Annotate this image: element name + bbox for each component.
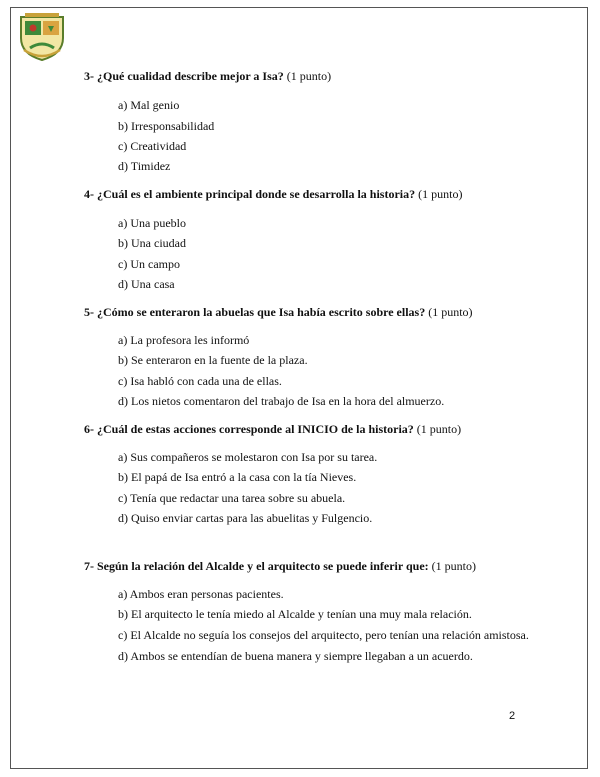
question-3-text: ¿Qué cualidad describe mejor a Isa? bbox=[97, 69, 284, 83]
question-7 bbox=[84, 559, 476, 573]
question-3-option-c: c) Creatividad bbox=[118, 139, 187, 153]
question-6-option-b: b) El papá de Isa entró a la casa con la tía Nieves. bbox=[118, 470, 357, 484]
question-4-option-d: d) Una casa bbox=[118, 277, 175, 291]
question-5-number: 5- bbox=[84, 305, 94, 319]
question-5-option-a: a) La profesora les informó bbox=[118, 333, 250, 347]
question-4-option-c: c) Un campo bbox=[118, 257, 180, 271]
page-number: 2 bbox=[509, 710, 516, 722]
question-4-option-b: b) Una ciudad bbox=[118, 236, 186, 250]
question-4-points: (1 punto) bbox=[418, 187, 463, 201]
question-7-option-c: c) El Alcalde no seguía los consejos del arquitecto, pero tenían una relación amistosa. bbox=[118, 628, 529, 642]
question-6-option-c: c) Tenía que redactar una tarea sobre su abuela. bbox=[118, 491, 346, 505]
question-7-option-b: b) El arquitecto le tenía miedo al Alcalde y tenían una muy mala relación. bbox=[118, 607, 472, 621]
question-6 bbox=[84, 422, 461, 436]
question-4-option-a: a) Una pueblo bbox=[118, 216, 186, 230]
question-5 bbox=[84, 305, 473, 319]
question-6-text: ¿Cuál de estas acciones corresponde al INICIO de la historia? bbox=[97, 422, 414, 436]
question-4-number: 4- bbox=[84, 187, 94, 201]
question-5-option-c: c) Isa habló con cada una de ellas. bbox=[118, 374, 282, 388]
question-5-text: ¿Cómo se enteraron la abuelas que Isa había escrito sobre ellas? bbox=[97, 305, 426, 319]
question-3-option-a: a) Mal genio bbox=[118, 98, 180, 112]
question-3-option-b: b) Irresponsabilidad bbox=[118, 119, 215, 133]
school-crest-logo bbox=[18, 10, 66, 62]
question-7-text: Según la relación del Alcalde y el arquitecto se puede inferir que: bbox=[97, 559, 429, 573]
question-5-option-d: d) Los nietos comentaron del trabajo de Isa en la hora del almuerzo. bbox=[118, 394, 445, 408]
question-6-option-a: a) Sus compañeros se molestaron con Isa por su tarea. bbox=[118, 450, 378, 464]
question-7-points: (1 punto) bbox=[431, 559, 476, 573]
question-6-option-d: d) Quiso enviar cartas para las abuelitas y Fulgencio. bbox=[118, 511, 373, 525]
question-4-text: ¿Cuál es el ambiente principal donde se desarrolla la historia? bbox=[97, 187, 416, 201]
question-5-option-b: b) Se enteraron en la fuente de la plaza. bbox=[118, 353, 308, 367]
question-3-points: (1 punto) bbox=[286, 69, 332, 83]
question-3-option-d: d) Timidez bbox=[118, 159, 171, 173]
question-3 bbox=[84, 69, 331, 83]
question-7-number: 7- bbox=[84, 559, 94, 573]
question-6-number: 6- bbox=[84, 422, 94, 436]
question-3-number: 3- bbox=[84, 69, 94, 83]
question-6-points: (1 punto) bbox=[416, 422, 462, 436]
question-7-option-a: a) Ambos eran personas pacientes. bbox=[118, 587, 284, 601]
question-5-points: (1 punto) bbox=[428, 305, 473, 319]
question-4 bbox=[84, 187, 462, 201]
question-7-option-d: d) Ambos se entendían de buena manera y siempre llegaban a un acuerdo. bbox=[118, 649, 473, 663]
